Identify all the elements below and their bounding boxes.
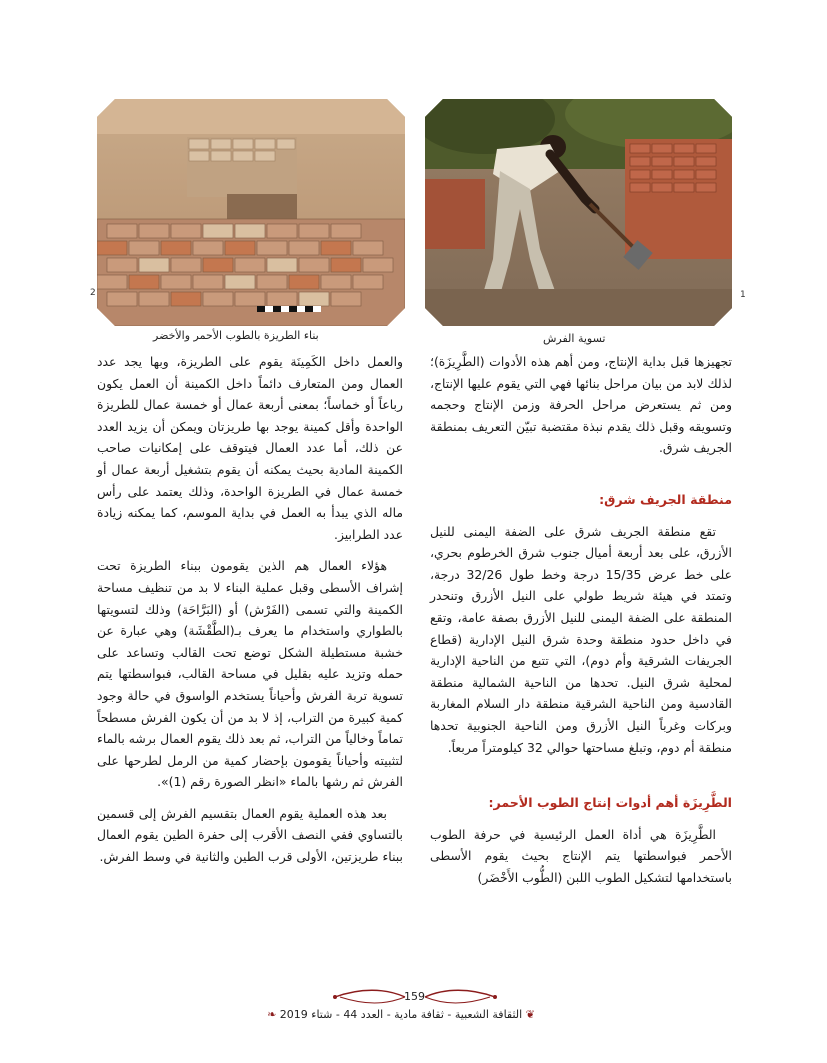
footer-issue-text: الثقافة الشعبية - ثقافة مادية - العدد 44 - شتاء 2019 <box>279 1008 523 1021</box>
footer-line <box>236 1008 566 1021</box>
right-text-column <box>430 351 732 898</box>
footer-ornament-left-icon: ❧ <box>267 1008 277 1021</box>
jeraif-east-paragraph: تقع منطقة الجريف شرق على الضفة اليمنى للنيل الأزرق، على بعد أربعة أميال جنوب شرق الخرطوم بحري، على خط عرض 15/35 درجة وخط طول 32/26 درجة، وتمتد في هيئة شريط طولي على النيل الأزرق وتنحدر المنطقة على الضفة اليمنى للنيل الأزرق بصفة عامة، وتقع في داخل حدود منطقة وحدة شرق النيل الإدارية (قطاع الجريفات الشرقية وأم دوم)، التي تتبع من الناحية الإدارية لمحلية شرق النيل. تحدها من الناحية الشمالية منطقة القادسية ومن الناحية الشرقية منطقة دار السلام المغاربة وبركات وغرباً النيل الأزرق ومن الناحية الجنوبية تحدها منطقة أم دوم، وتبلغ مساحتها حوالي 32 كيلومتراً مربعاً. <box>430 523 732 755</box>
left-paragraph-3: بعد هذه العملية يقوم العمال بتقسيم الفرش إلى قسمين بالتساوي ففي النصف الأقرب إلى حفرة الطين يقوم العمال ببناء طريزتين، الأولى قرب الطين والثانية في وسط الفرش. <box>97 805 403 865</box>
photo-brick-structure <box>97 99 405 326</box>
caption-right: تسوية الفرش <box>543 332 606 345</box>
tariza-paragraph: الطَّرِيزَة هي أداة العمل الرئيسية في حرفة الطوب الأحمر فبواسطتها يتم الإنتاج بحيث يقوم الأسطى باستخدامها لتشكيل الطوب اللبن (الطُّوب الأَخْضَر) <box>430 826 732 885</box>
left-text-column <box>97 351 403 878</box>
right-intro-paragraph: تجهيزها قبل بداية الإنتاج، ومن أهم هذه الأدوات (الطَّرِيزَة)؛ لذلك لابد من بيان مراحل بنائها فهي التي يقوم عليها الإنتاج، ومن ثم يستعرض مراحل الحرفة وزمن الإنتاج وحجمه وتسويقه وقبل ذلك يقدم نبذة مقتضبة تبيّن التعريف بمنطقة الجريف شرق. <box>430 354 732 456</box>
left-paragraph-2: هؤلاء العمال هم الذين يقومون ببناء الطريزة تحت إشراف الأسطى وقبل عملية البناء لا بد من تنظيف مساحة الكمينة والتي تسمى (الفَرْش) أو (البَرَّاحَة) وذلك لتسويتها بالطواري واستخدام ما يعرف بـ(الطَّقْشَة) وهي عبارة عن خشبة مستطيلة الشكل توضع تحت القالب وتساعد على حمله وتزيد عليه بقليل في مساحة القالب، فبواسطتها يتم تسوية تربة الفرش وأحياناً يستخدم الواسوق في حالة وجود كمية كبيرة من التراب، إذ لا بد من أن يكون الفرش مسطحاً تماماً وخالياً من التراب، ثم بعد ذلك يقوم العمال برشه بالماء لتثبيته وأحياناً يقومون بإحضار كمية من الرمل لطرحها على الفرش ثم رشها بالماء «انظر الصورة رقم (1)». <box>97 558 403 790</box>
heading-tariza: الطَّرِيزَة أهم أدوات إنتاج الطوب الأحمر: <box>488 795 732 811</box>
page-number: 159 <box>404 990 425 1003</box>
left-paragraph-1: والعمل داخل الكَمِينَة يقوم على الطريزة، وبها يجد عدد العمال ومن المتعارف دائماً داخل الكمينة أن العمل يكون رباعاً أو خماساً؛ بمعنى أربعة عمال أو خمسة عمال للطريزة الواحدة وأقل كمينة يوجد بها طريزتان ويمكن أن يزيد العدد عن ذلك، أما عدد العمال فيتوقف على إمكانيات صاحب الكمينة المادية بحيث يمكنه أن يقوم بتشغيل أربعة عمال أو خمسة عمال في الطريزة الواحدة، وذلك يعتمد على رأس ماله الذي يبدأ به العمل في بداية الموسم، كما يمكنه زيادة عدد الطرابيز. <box>97 354 403 542</box>
photo-number-left: 2 <box>90 288 96 298</box>
photo-worker-leveling <box>425 99 732 326</box>
footer-ornament-right-icon: ❦ <box>525 1008 535 1021</box>
caption-left: بناء الطريزة بالطوب الأحمر والأخضر <box>153 329 319 342</box>
photo-number-right: 1 <box>740 290 746 300</box>
heading-jeraif-east: منطقة الجريف شرق: <box>599 491 732 507</box>
